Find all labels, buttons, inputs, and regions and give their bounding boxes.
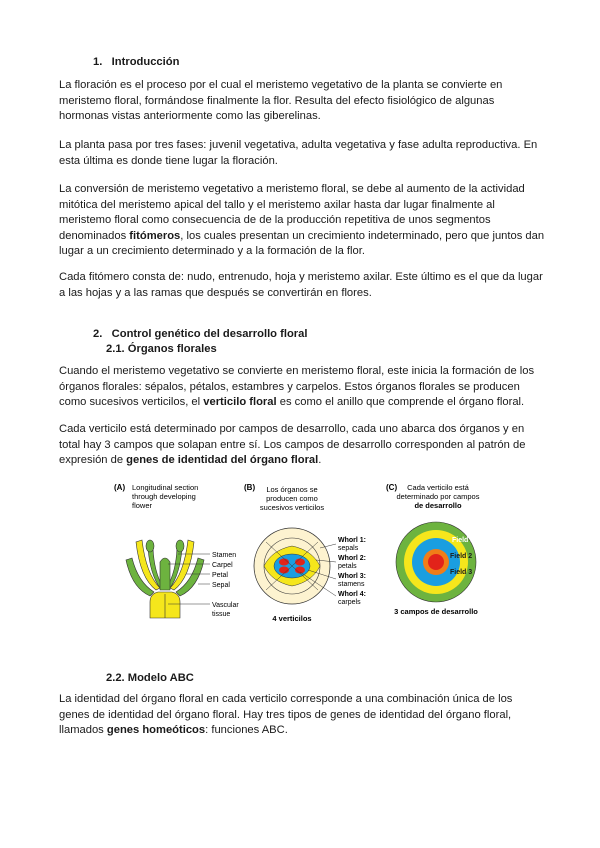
whorl1-label-line1: Whorl 1:: [338, 537, 366, 544]
label-carpel: Carpel: [212, 562, 233, 569]
label-field-1: Field 1: [452, 537, 475, 544]
paragraph-modelo-abc-text: La identidad del órgano floral en cada verticilo corresponde a una combinación única de los genes de identidad del órgano floral. Hay tres tipos de genes de identidad del órgano floral, llamados: [59, 693, 513, 737]
paragraph-modelo-abc: [59, 692, 545, 739]
paragraph-campos-text-end: .: [318, 454, 322, 467]
anther-right-shape: [176, 540, 184, 552]
whorl4-label-line2: carpels: [338, 599, 361, 606]
paragraph-organos-text: Cuando el meristemo vegetativo se convierte en meristemo floral, este inicia la formación de los órganos florales: sépalos, pétalos, estambres y carpelos. Estos órganos florales se producen como sucesivos verticilos, el: [59, 365, 535, 409]
label-vascular-line1: Vascular: [212, 602, 239, 609]
panel-c-campos: [386, 483, 480, 616]
paragraph-fases: La planta pasa por tres fases: juvenil vegetativa, adulta vegetativa y fase adulta reproductiva. En esta última es donde tiene lugar la floración.: [59, 139, 538, 167]
whorl2-label-line1: Whorl 2:: [338, 555, 366, 562]
section-2-2-heading: 2.2. Modelo ABC: [106, 672, 194, 684]
term-verticilo-floral: verticilo floral: [203, 396, 277, 409]
label-field-3: Field 3: [450, 569, 473, 576]
whorl4-label-line1: Whorl 4:: [338, 591, 366, 598]
panel-a-caption-line3: flower: [132, 501, 153, 510]
paragraph-conversion-text-end: , los cuales presentan un crecimiento indeterminado, pero que juntos dan lugar a un crecimiento determinado y a la formación de la flor.: [59, 229, 545, 258]
section-2-heading: [93, 328, 307, 340]
panel-b-caption-line1: Los órganos se: [266, 485, 318, 494]
whorl3-label-line1: Whorl 3:: [338, 573, 366, 580]
panel-c-footer: 3 campos de desarrollo: [394, 607, 478, 616]
label-petal: Petal: [212, 572, 228, 579]
panel-c-letter: (C): [386, 483, 398, 492]
panel-a-letter: (A): [114, 483, 126, 492]
field-red-center: [428, 554, 444, 570]
floral-organs-figure: [112, 478, 492, 630]
label-sepal: Sepal: [212, 582, 230, 589]
anther-left-shape: [146, 540, 154, 552]
section-1-title: Introducción: [111, 56, 180, 68]
label-field-2: Field 2: [450, 553, 473, 560]
panel-b-caption-line3: sucesivos verticilos: [259, 503, 325, 512]
paragraph-conversion-text: La conversión de meristemo vegetativo a meristemo floral, se debe al aumento de la actividad mitótica del meristemo apical del tallo y el meristemo axilar hasta dar lugar finalmente al meristemo floral como consecuencia de de la producción repetitiva de unos segmentos denominados: [59, 183, 525, 242]
term-genes-identidad: genes de identidad del órgano floral: [126, 454, 319, 467]
panel-c-caption-line3: de desarrollo: [414, 501, 462, 510]
paragraph-conversion: [59, 182, 545, 260]
section-2-number: 2.: [93, 328, 103, 340]
paragraph-organos: [59, 364, 545, 411]
paragraph-modelo-abc-text-end: : funciones ABC.: [205, 724, 288, 737]
panel-c-caption-line2: determinado por campos: [396, 492, 480, 501]
whorl3-label-line2: stamens: [338, 581, 365, 588]
label-vascular-line2: tissue: [212, 611, 231, 618]
panel-c-caption-line1: Cada verticilo está: [407, 483, 469, 492]
term-fitomeros: fitómeros: [129, 229, 181, 242]
paragraph-organos-text-end: es como el anillo que comprende el órgano floral.: [276, 396, 525, 409]
panel-b-verticilos: [244, 483, 366, 623]
paragraph-fitomero: Cada fitómero consta de: nudo, entrenudo, hoja y meristemo axilar. Este último es el que da lugar a las hojas y a las ramas que después se convertirán en flores.: [59, 271, 543, 299]
section-1-heading: [93, 56, 179, 68]
section-2-1-heading: 2.1. Órganos florales: [106, 343, 217, 355]
panel-a-caption-line2: through developing: [132, 492, 196, 501]
term-genes-homeoticos: genes homeóticos: [106, 724, 206, 737]
paragraph-campos: [59, 422, 545, 469]
paragraph-campos-text: Cada verticilo está determinado por campos de desarrollo, cada uno abarca dos órganos y en total hay 3 campos que solapan entre sí. Los campos de desarrollo corresponden al patrón de expresión de: [59, 423, 526, 467]
panel-b-letter: (B): [244, 483, 256, 492]
section-2-title: Control genético del desarrollo floral: [111, 328, 308, 340]
panel-b-footer: 4 verticilos: [272, 614, 312, 623]
panel-a-longitudinal-section: [114, 483, 239, 618]
whorl1-label-line2: sepals: [338, 545, 359, 552]
whorl2-label-line2: petals: [338, 563, 357, 570]
panel-b-caption-line2: producen como: [266, 494, 318, 503]
panel-a-caption-line1: Longitudinal section: [132, 483, 199, 492]
section-1-number: 1.: [93, 56, 103, 68]
paragraph-floracion: La floración es el proceso por el cual el meristemo vegetativo de la planta se convierte en meristemo floral, formándose finalmente la flor. Resulta del efecto fisiológico de algunas hormonas vistas anteriormente como las giberelinas.: [59, 79, 503, 123]
label-stamen: Stamen: [212, 552, 237, 559]
carpel-shape: [160, 558, 170, 590]
